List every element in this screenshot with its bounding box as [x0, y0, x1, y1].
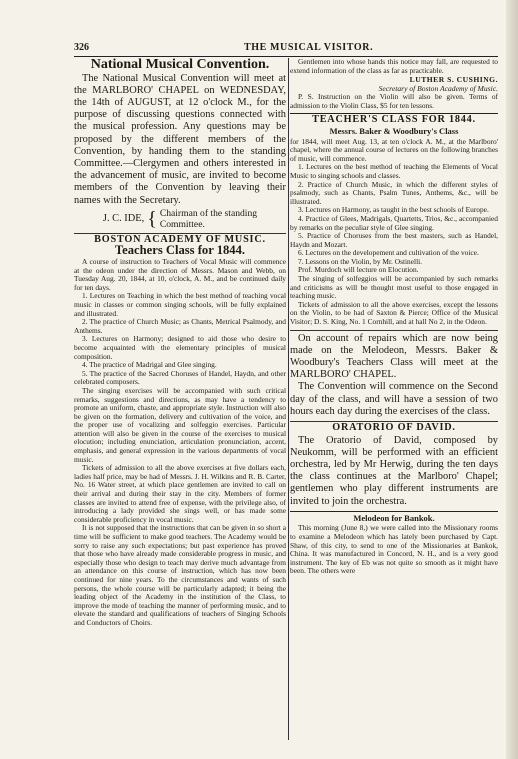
article-paragraph: 3. Lectures on Harmony; designed to aid those who desire to become acquainted with the elementary principles of musical composition. [74, 334, 286, 361]
committee-role-line-2: Committee. [159, 218, 205, 230]
melodeon-heading: Melodeon for Bankok. [353, 512, 435, 523]
convention-body [74, 73, 286, 207]
teachers-class-title: Teachers Class for 1844. [114, 243, 246, 258]
committee-name: J. C. IDE, [102, 213, 145, 225]
left-column [74, 58, 286, 740]
article-paragraph: 1. Lectures on Teaching in which the best method of teaching vocal music in classes or common singing schools, will be fully explained and illustrated. [74, 291, 286, 318]
committee-role-line-1: Chairman of the standing [159, 207, 258, 219]
section-divider [290, 511, 498, 512]
article-paragraph: Prof. Murdoch will lecture on Elocution. [298, 265, 419, 275]
teachers-class-body [74, 258, 286, 628]
running-title: THE MUSICAL VISITOR. [244, 42, 374, 53]
article-paragraph: Tickets of admission to all the above exercises at five dollars each, ladies half price, may be had of Messrs. J. H. Wilkins and R. B. Carter, No. 16 Water street, at which place gentlemen are invited to call on their arrival and during their stay in the city. Members of former classes are invited to attend free of expense, with the privilege also, of introducing a lady provided she sings well, or has made some considerable proficiency in vocal music. [74, 463, 286, 524]
article-paragraph: It is not supposed that the instructions that can be given in so short a time will be sufficient to make good teachers. The Academy would be sorry to raise any such expectations; but past experience has proved that those who have already made considerable progress in music, and especially those who design to teach may derive much advantage from an attendance on this course of instruction, which has now been continued for nine years. To the circumstances and wants of such persons, the whole course will be particularly adapted; it being the leading object of the Academy in the institution of the Class, to improve the mode of teaching the manner of performing music, and to elevate the standard and qualifications of teachers of Singing Schools and Conductors of Choirs. [74, 523, 286, 627]
article-paragraph: Gentlemen into whose hands this notice may fall, are requested to extend information of the class as far as practicable. [290, 58, 498, 75]
right-column [290, 58, 498, 740]
article-paragraph: 2. Practice of Church Music, in which the different styles of psalmody, such as Chants, Psalm Tunes, Anthems, &c., will be illustrated. [290, 179, 498, 206]
notice-paragraph: On account of repairs which are now being made on the Melodeon, Messrs. Baker & Woodbury's Teachers Class will meet at the MARLBORO' CHAPEL. [290, 332, 498, 381]
melodeon-paragraph: This morning (June 8,) we were called into the Missionary rooms to examine a Melodeon which has lately been purchased by Capt. Shaw, of this city, to send to one of the Missionaries at Bankok, China. It was manufactured in Concord, N. H., and is a very good instrument. The key of Eb was not quite so smooth as it might have been. The others were [290, 523, 498, 576]
teachers2-body [290, 138, 498, 327]
oratorio-paragraph: The Oratorio of David, composed by Neukomm, will be performed with an efficient orchestra, led by Mr Herwig, during the ten days the class continues at the Marlboro' Chapel; gentlemen who play different instruments are invited to join the orchestra. [290, 434, 498, 507]
notice-paragraph: The Convention will commence on the Second day of the class, and will have a session of two hours each day during the exercises of the class. [290, 381, 498, 417]
article-paragraph: A course of instruction to Teachers of Vocal Music will commence at the odeon under the direction of Messrs. Mason and Webb, on Tuesday Aug. 20, 1844, at 10, o'clock, A. M., and be continued daily for ten days. [74, 257, 286, 292]
teachers-class-heading: TEACHER'S CLASS FOR 1844. [312, 114, 476, 126]
article-paragraph: 6. Lectures on the developement and cultivation of the voice. [298, 248, 479, 258]
column-divider [288, 58, 289, 740]
secretary-signature [290, 75, 498, 93]
article-paragraph: 1. Lectures on the best method of teaching the Elements of Vocal Music to singing schools and classes. [290, 162, 498, 180]
postscript-paragraph: P. S. Instruction on the Violin will also be given. Terms of admission to the Violin Class, $5 for ten lessons. [290, 92, 498, 110]
signature-name: LUTHER S. CUSHING. [409, 75, 498, 85]
convention-paragraph: The National Musical Convention will meet at the MARLBORO' CHAPEL on WEDNESDAY, the 14th of AUGUST, at 12 o'clock M., for the purpose of discussing questions connected with the musical profession. Any questions may be proposed by the different members of the Convention, by handing them to the standing Committee.—Clergymen and others interested in the advancement of music, are invited to become members of the Convention by leaving their names with the Secretary. [74, 72, 286, 206]
header-rule [74, 56, 498, 57]
signature-title: Secretary of Boston Academy of Music. [378, 84, 498, 94]
article-paragraph: 5. Practice of Choruses from the best masters, such as Handel, Haydn and Mozart. [290, 231, 498, 249]
page-header [74, 42, 498, 54]
oratorio-heading: ORATORIO OF DAVID. [332, 422, 456, 434]
committee-role [160, 208, 257, 230]
article-paragraph: 7. Lessons on the Violin, by Mr. Ostinelli. [298, 256, 423, 266]
page-number: 326 [74, 42, 89, 53]
repairs-notice [290, 333, 498, 418]
page-edge-shadow [506, 0, 518, 759]
article-paragraph: 4. The practice of Madrigal and Glee singing. [82, 360, 217, 370]
article-paragraph: for 1844, will meet Aug. 13, at ten o'clock A. M., at the Marlboro' chapel, where the annual course of lectures on the following branches of music, will commence. [290, 136, 498, 163]
article-paragraph: Tickets of admission to all the above exercises, except the lessons on the Violin, to be had of Saxton & Pierce; Office of the Musical Visitor; D. S. King, No. 1 Cornhill, and at hall No 2, in the Odeon. [290, 299, 498, 327]
article-paragraph: The singing of solfeggios will be accompanied by such remarks and criticisms as will be thought most useful to those engaged in teaching music. [290, 274, 498, 301]
article-paragraph: 4. Practice of Glees, Madrigals, Quartetts, Trios, &c., accompanied by remarks on the peculiar style of Glee singing. [290, 213, 498, 232]
article-paragraph: 5. The practice of the Sacred Choruses of Handel, Haydn, and other celebrated composers. [74, 368, 286, 387]
section-divider [290, 330, 498, 331]
article-paragraph: The singing exercises will be accompanied with such critical remarks, suggestions and directions, as may have a tendency to promote an uniform, chaste, and appropriate style. Instruction will also be given on the formation, delivery and cultivation of the voice, and the proper use of vocalizing and solfeggio exercises. Particular attention will also be given in the course of the exercises to musical elocution; including enunciation, articulation pronunciation, accent, emphasis, and general expression in the various departments of vocal music. [74, 385, 286, 464]
teachers-class-subheading: Messrs. Baker & Woodbury's Class [329, 125, 459, 136]
article-paragraph: 3. Lectures on Harmony, as taught in the best schools of Europe. [298, 205, 489, 215]
academy-heading: BOSTON ACADEMY OF MUSIC. [94, 233, 266, 245]
article-paragraph: 2. The practice of Church Music; as Chants, Metrical Psalmody, and Anthems. [74, 317, 286, 335]
committee-signature [74, 208, 286, 230]
brace-glyph: { [147, 207, 157, 230]
convention-title: National Musical Convention. [90, 58, 270, 72]
